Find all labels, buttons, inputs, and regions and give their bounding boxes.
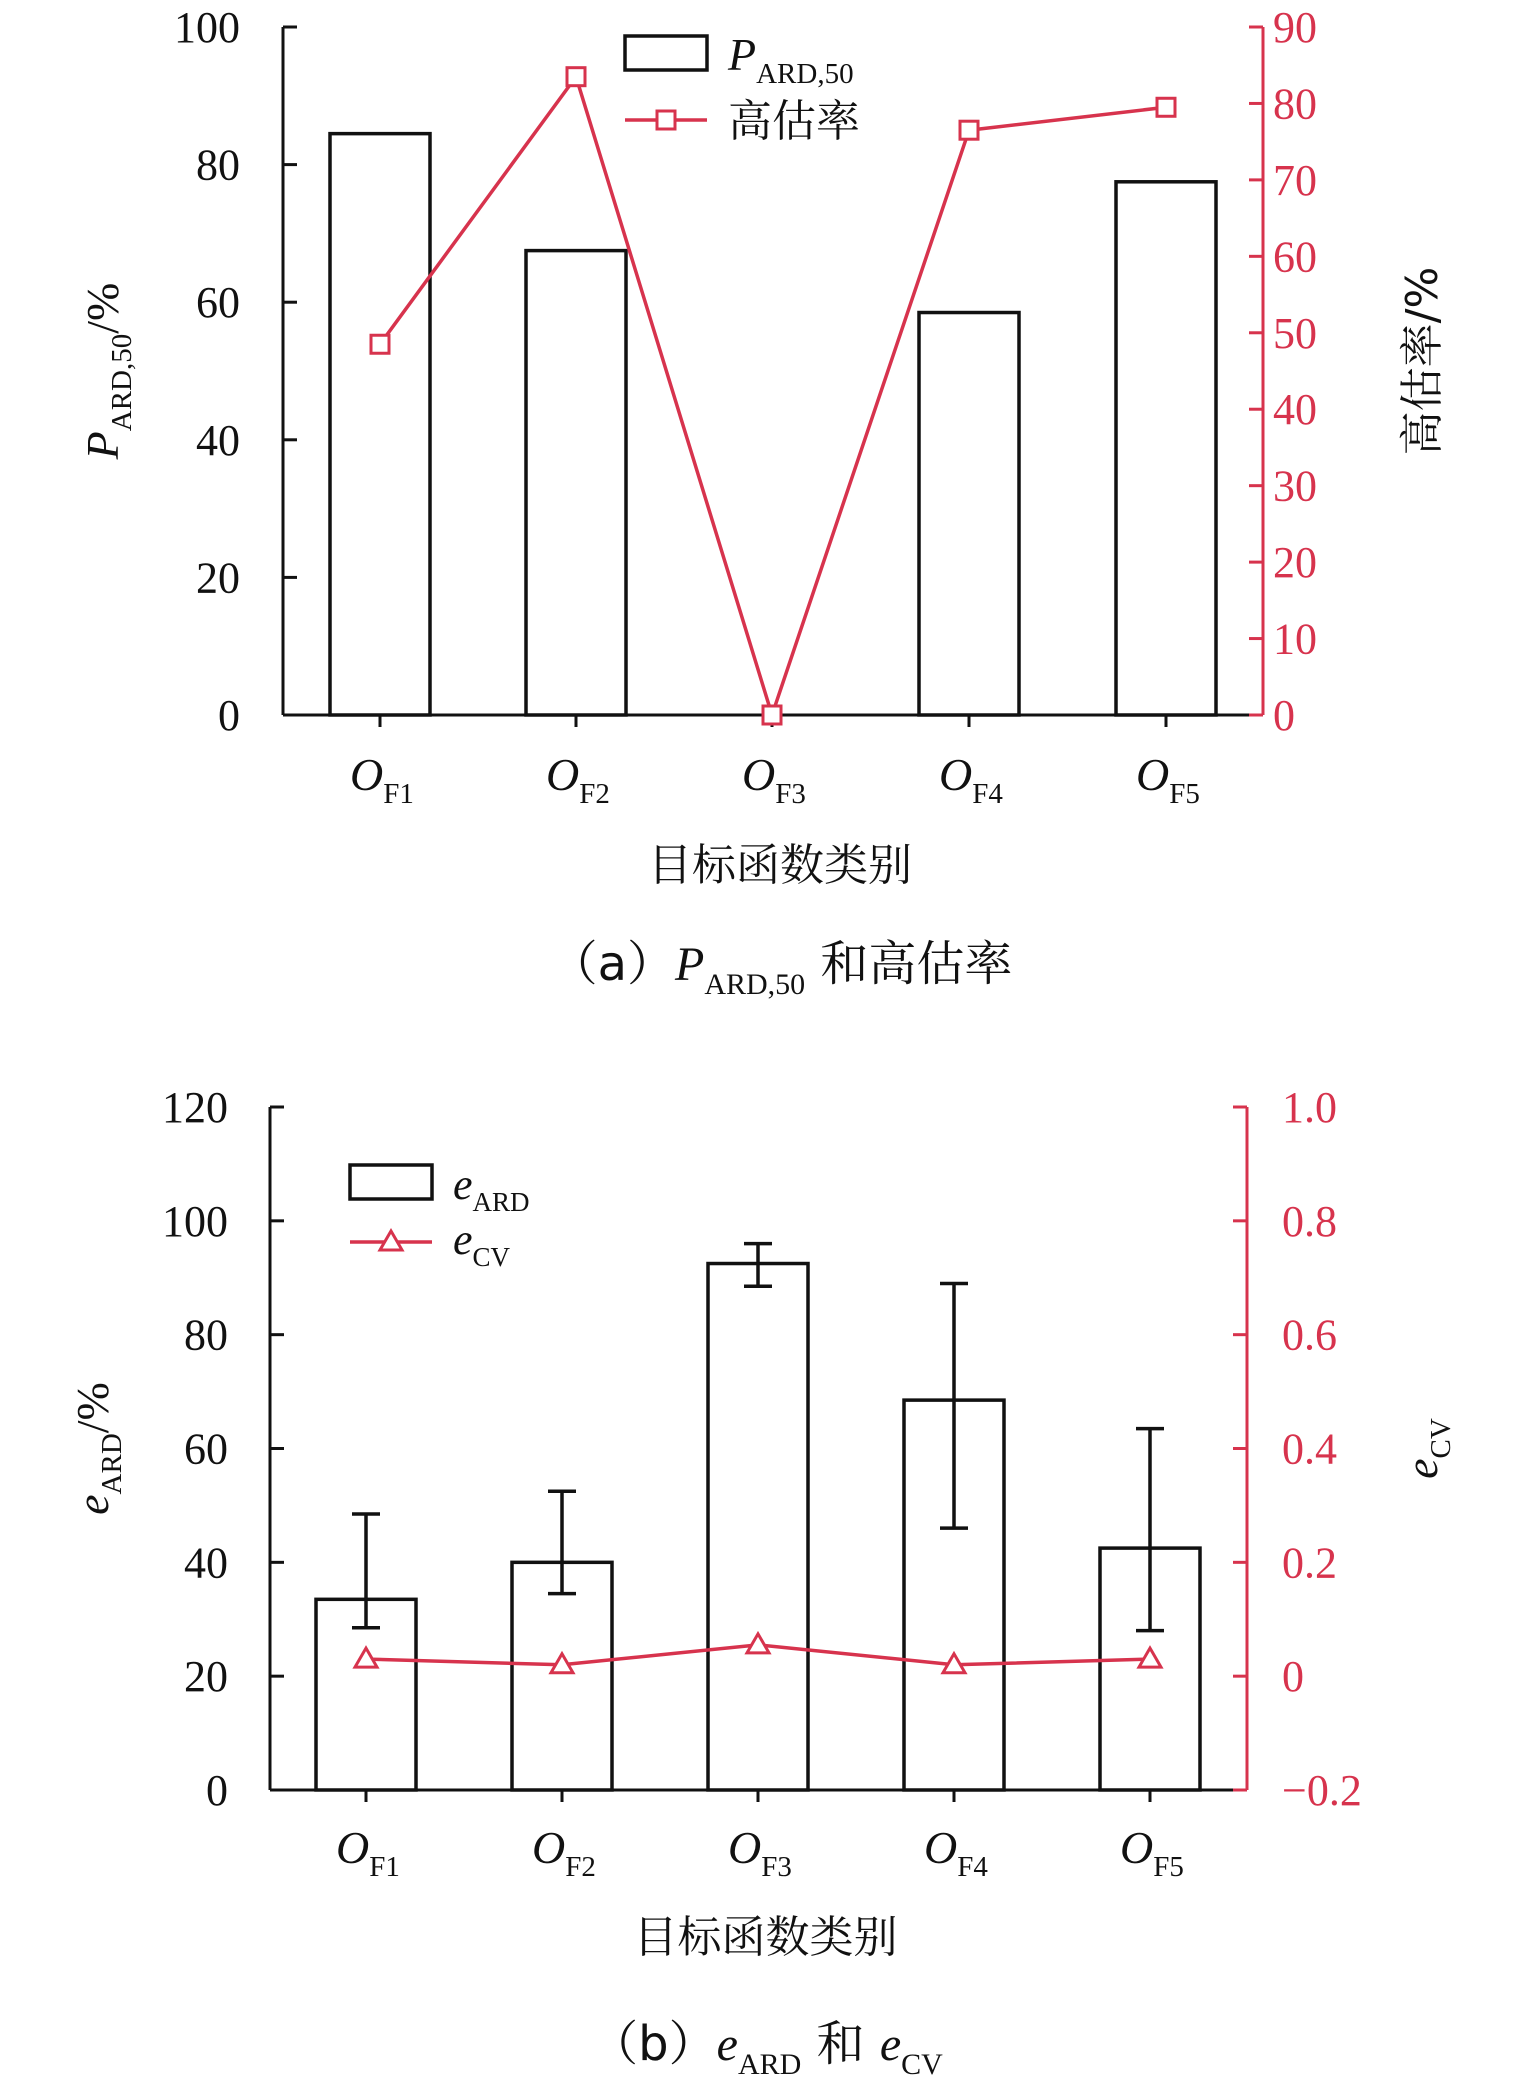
series-point-square bbox=[567, 68, 585, 86]
right-tick-label: 80 bbox=[1273, 79, 1317, 129]
x-axis-title: 目标函数类别 bbox=[648, 840, 912, 891]
x-tick-label: $O_{F4}$ bbox=[939, 749, 1003, 810]
legend-bar-label: $e_{ARD}$ bbox=[453, 1160, 530, 1217]
left-tick-label: 20 bbox=[196, 553, 240, 603]
right-tick-label: 70 bbox=[1273, 155, 1317, 205]
series-point-square bbox=[371, 335, 389, 353]
right-tick-label: 40 bbox=[1273, 385, 1317, 435]
right-tick-label: 10 bbox=[1273, 614, 1317, 664]
bar-P_ARD,50 bbox=[330, 134, 430, 715]
legend-line-label: $e_{CV}$ bbox=[453, 1215, 511, 1272]
legend bbox=[625, 29, 860, 147]
x-tick-label: $O_{F2}$ bbox=[532, 1822, 596, 1883]
x-axis-title: 目标函数类别 bbox=[633, 1912, 898, 1963]
legend bbox=[350, 1160, 530, 1272]
series-point-square bbox=[1157, 98, 1175, 116]
x-tick-label: $O_{F5}$ bbox=[1136, 749, 1200, 810]
x-tick-label: $O_{F5}$ bbox=[1120, 1822, 1184, 1883]
left-tick-label: 100 bbox=[162, 1196, 228, 1246]
x-tick-label: $O_{F3}$ bbox=[742, 749, 806, 810]
chart-panel-a bbox=[77, 3, 1448, 1001]
bar-P_ARD,50 bbox=[526, 251, 626, 715]
left-tick-label: 0 bbox=[206, 1766, 228, 1815]
right-tick-label: 0.6 bbox=[1282, 1310, 1337, 1360]
x-tick-label: $O_{F1}$ bbox=[350, 749, 414, 810]
right-tick-label: 0.8 bbox=[1282, 1196, 1337, 1246]
legend-bar-label: $P_{ARD,50}$ bbox=[728, 29, 854, 90]
left-tick-label: 60 bbox=[196, 278, 240, 328]
right-tick-label: 90 bbox=[1273, 3, 1317, 52]
left-tick-label: 40 bbox=[196, 415, 240, 465]
bar-e_ARD bbox=[512, 1562, 612, 1790]
right-tick-label: 60 bbox=[1273, 232, 1317, 282]
left-tick-label: 80 bbox=[184, 1310, 228, 1360]
right-tick-label: 0.2 bbox=[1282, 1538, 1337, 1588]
left-tick-label: 60 bbox=[184, 1424, 228, 1474]
left-tick-label: 0 bbox=[218, 691, 240, 740]
x-tick-label: $O_{F4}$ bbox=[924, 1822, 988, 1883]
y-axis-title-right: 高估率/% bbox=[1397, 266, 1448, 456]
right-tick-label: 30 bbox=[1273, 461, 1317, 511]
right-tick-label: −0.2 bbox=[1282, 1766, 1362, 1815]
x-tick-label: $O_{F3}$ bbox=[728, 1822, 792, 1883]
right-tick-label: 50 bbox=[1273, 308, 1317, 358]
right-tick-label: 0 bbox=[1273, 691, 1295, 740]
x-tick-label: $O_{F1}$ bbox=[336, 1822, 400, 1883]
legend-bar-swatch bbox=[625, 36, 707, 70]
chart-panel-b bbox=[67, 1083, 1457, 2081]
right-tick-label: 0 bbox=[1282, 1652, 1304, 1702]
right-tick-label: 0.4 bbox=[1282, 1424, 1337, 1474]
y-axis-title-left: $e_{ARD}/\%$ bbox=[67, 1382, 128, 1515]
y-axis-title-left: $P_{ARD,50}/\%$ bbox=[77, 282, 138, 460]
left-tick-label: 100 bbox=[174, 3, 240, 52]
bar-e_ARD bbox=[708, 1264, 808, 1790]
legend-bar-swatch bbox=[350, 1165, 432, 1199]
panel-caption: $(b)e_{ARD}$ 和 $e_{CV}$ bbox=[590, 2016, 943, 2081]
legend-line-label: 高估率 bbox=[728, 96, 860, 147]
bar-P_ARD,50 bbox=[1116, 182, 1216, 715]
panel-caption: $(a)P_{ARD,50}$ 和高估率 bbox=[549, 936, 1013, 1001]
right-tick-label: 1.0 bbox=[1282, 1083, 1337, 1132]
y-axis-title-right: $e_{CV}$ bbox=[1396, 1418, 1457, 1479]
right-tick-label: 20 bbox=[1273, 538, 1317, 588]
series-point-square bbox=[960, 121, 978, 139]
left-tick-label: 40 bbox=[184, 1538, 228, 1588]
bar-P_ARD,50 bbox=[919, 313, 1019, 715]
left-tick-label: 20 bbox=[184, 1652, 228, 1702]
legend-square-marker bbox=[657, 111, 675, 129]
x-tick-label: $O_{F2}$ bbox=[546, 749, 610, 810]
series-line-高估率 bbox=[380, 77, 1166, 715]
left-tick-label: 80 bbox=[196, 140, 240, 190]
left-tick-label: 120 bbox=[162, 1083, 228, 1132]
series-point-square bbox=[763, 706, 781, 724]
